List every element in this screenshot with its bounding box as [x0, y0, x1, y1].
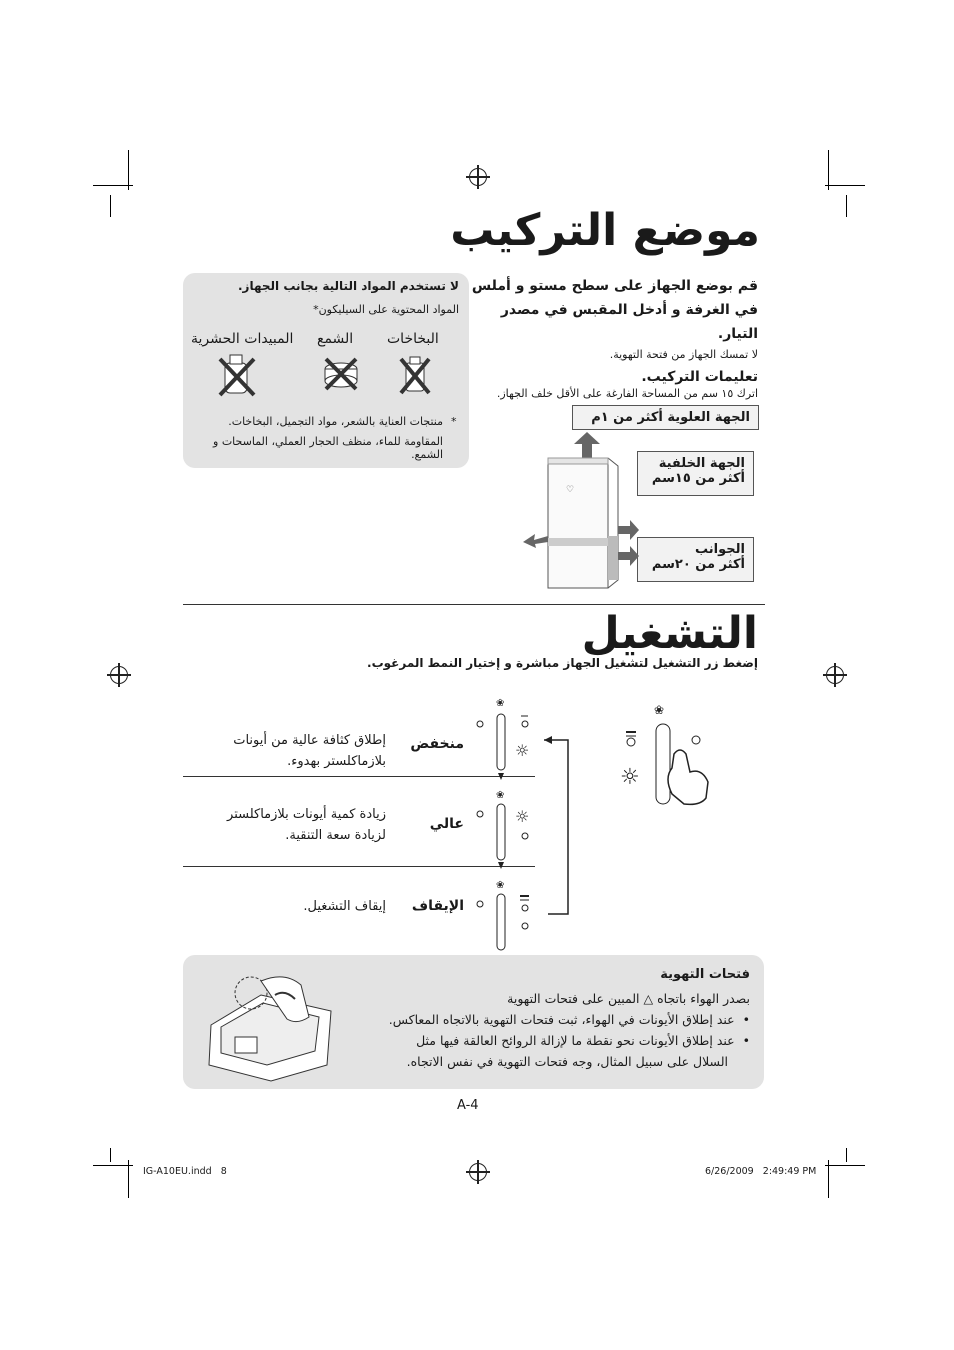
footnote-mark: * — [451, 415, 457, 428]
bullet-icon: • — [742, 1012, 750, 1027]
svg-text:❀: ❀ — [496, 698, 505, 709]
clearance-back-text: الجهة الخلفية — [658, 456, 745, 471]
page-title: موضع التركيب — [450, 205, 760, 256]
louver-bullet-text: عند إطلاق الأيونات نحو نقطة ما لإزالة الروائح العالقة فيها مثل — [416, 1033, 735, 1048]
section-divider — [183, 604, 765, 605]
svg-text:☼: ☼ — [620, 765, 640, 790]
louver-intro: بصدر الهواء باتجاه △ المبين على فتحات التهوية — [507, 991, 750, 1006]
clearance-side-text: أكثر من ٢٠سم — [651, 557, 745, 572]
footer-filename: IG-A10EU.indd 8 — [143, 1166, 227, 1177]
mode-name-off: الإيقاف — [411, 898, 464, 914]
air-purifier-illustration — [520, 430, 640, 595]
warning-footnote: المقاومة للماء، منظف الحجار العملي، الماسحات و الشمع. — [213, 435, 443, 461]
insecticide-prohibited-icon — [217, 351, 257, 397]
warning-footnote: منتجات العناية بالشعر، مواد التجميل، البخاخات. — [228, 415, 443, 428]
install-text: اترك ١٥ سم من المساحة الفارغة على الأقل خلف الجهاز. — [496, 387, 758, 400]
operation-title: التشغيل — [581, 608, 758, 659]
mode-description-high — [166, 804, 386, 846]
svg-text:☼: ☼ — [515, 807, 530, 826]
louver-bullet-1 — [310, 1009, 750, 1030]
mode-panel-strip — [470, 694, 540, 954]
mode-name-low: منخفض — [410, 736, 464, 752]
spray-prohibited-icon — [397, 353, 433, 395]
svg-text:❀: ❀ — [496, 880, 505, 891]
mode-description-line: لزيادة سعة التنقية. — [285, 828, 386, 843]
svg-text:❀: ❀ — [496, 790, 505, 801]
mode-description-line: بلازماكلستر بهدوء. — [287, 754, 386, 769]
mode-name-high: عالي — [429, 816, 464, 832]
cycle-arrow — [540, 736, 574, 918]
warning-box — [183, 273, 469, 468]
mode-description-line: زيادة كمية أيونات بلازماكلستر — [227, 807, 386, 822]
operation-instruction: إضغط زر التشغيل لتشغيل الجهاز مباشرة و إختيار النمط المرغوب. — [367, 656, 758, 670]
mode-description-off: إيقاف التشغيل. — [303, 899, 386, 914]
louver-bullet-text: عند إطلاق الأيونات في الهواء، ثبت فتحات التهوية بالاتجاه المعاكس. — [388, 1012, 735, 1027]
registration-mark-icon — [469, 1163, 487, 1181]
wax-prohibited-icon — [321, 357, 361, 391]
page-number: A-4 — [457, 1098, 479, 1113]
bullet-icon: • — [742, 1033, 750, 1048]
louver-bullet-2-cont: السلال على سبيل المثال، وجه فتحات التهوية في نفس الاتجاه. — [406, 1054, 728, 1069]
clearance-back-text: أكثر من ١٥سم — [651, 471, 745, 486]
louver-heading: فتحات التهوية — [660, 967, 750, 982]
svg-text:♡: ♡ — [566, 485, 575, 495]
registration-mark-icon — [469, 168, 487, 186]
registration-mark-icon — [110, 666, 128, 684]
warning-subheading: المواد المحتوية على السيليكون* — [313, 303, 459, 316]
svg-text:❀: ❀ — [654, 703, 665, 717]
clearance-side-text: الجوانب — [695, 542, 745, 557]
registration-mark-icon — [826, 666, 844, 684]
warning-heading: لا تستخدم المواد التالية بجانب الجهاز. — [237, 279, 459, 293]
louver-box — [183, 955, 764, 1089]
footer-timestamp: 6/26/2009 2:49:49 PM — [705, 1166, 817, 1177]
louver-bullet-2 — [310, 1030, 750, 1051]
clearance-top-label: الجهة العلوية أكثر من ١م — [572, 405, 759, 430]
placement-instruction: قم بوضع الجهاز على سطح مستو و أملس في الغرفة و أدخل المقبس في مصدر التيار. — [471, 278, 758, 342]
clearance-back-label — [637, 451, 754, 496]
mode-description-low — [186, 730, 386, 772]
mode-description-line: إطلاق كثافة عالية من أيونات — [233, 733, 386, 748]
placement-note: لا تمسك الجهاز من فتحة التهوية. — [609, 348, 758, 361]
placement-section — [468, 274, 758, 400]
warning-item-label: البخاخات — [387, 331, 439, 347]
control-panel-hand-illustration — [612, 698, 720, 810]
svg-text:☼: ☼ — [515, 741, 530, 760]
clearance-side-label — [637, 537, 754, 582]
install-heading: تعليمات التركيب. — [641, 369, 758, 385]
warning-item-label: الشمع — [317, 331, 354, 347]
warning-item-label: المبيدات الحشرية — [191, 331, 294, 347]
